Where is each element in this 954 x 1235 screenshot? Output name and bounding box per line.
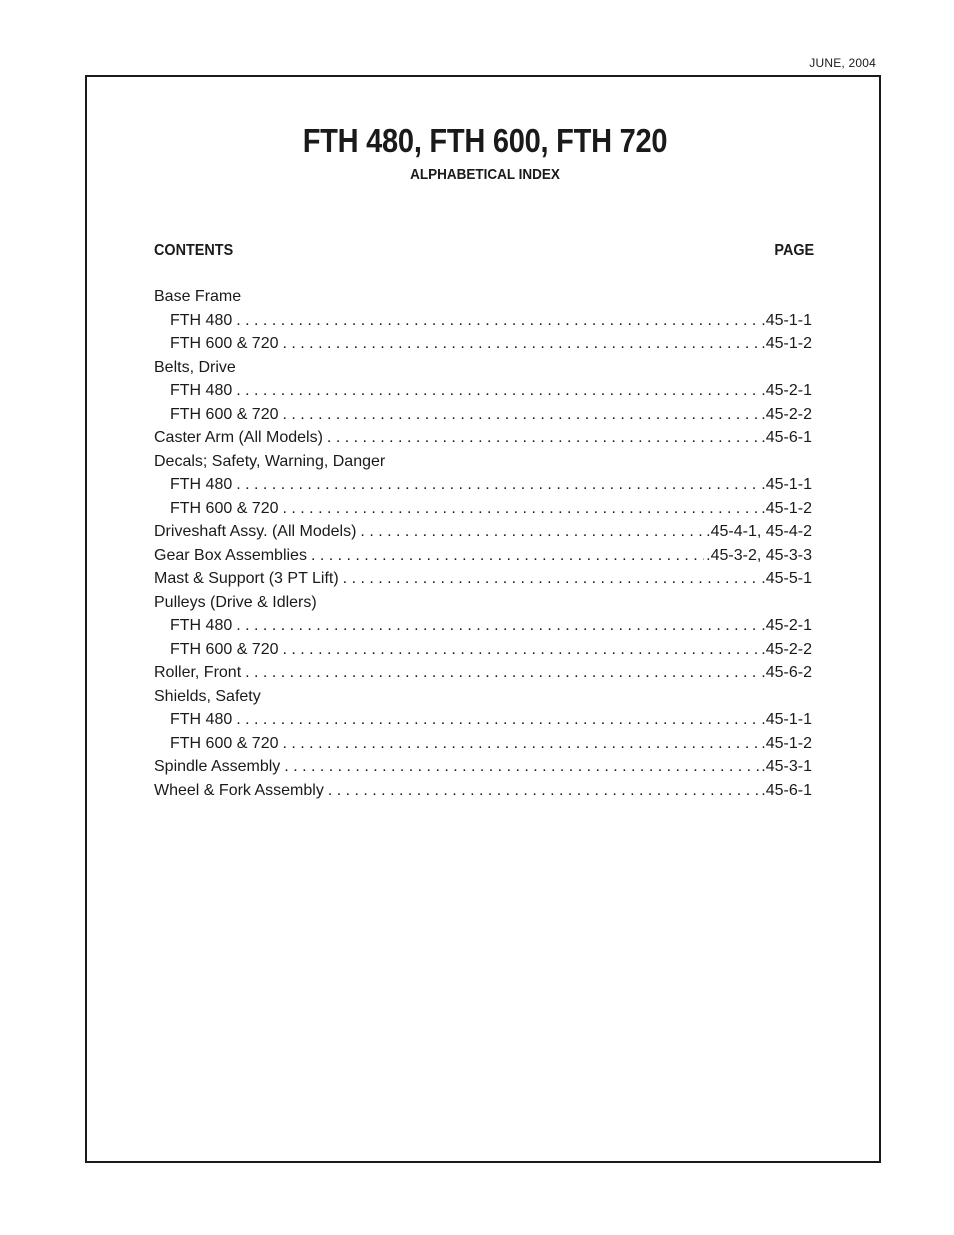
dot-leader [283,732,760,756]
dot-leader [236,614,759,638]
index-entry [154,614,812,638]
index-entry-page: .45-3-1 [761,758,812,775]
index-entry-page: .45-5-1 [761,570,812,587]
dot-leader [236,379,759,403]
index-entry [154,638,812,662]
index-entry-label: Roller, Front [154,661,245,685]
index-entry [154,497,812,521]
index-group-heading [154,356,812,380]
index-entry-label: Decals; Safety, Warning, Danger [154,450,389,474]
dot-leader [245,661,759,685]
index-entry [154,779,812,803]
index-entry-label: FTH 480 [154,379,236,403]
index-entry-label: Base Frame [154,285,245,309]
index-entry-page: .45-1-2 [761,335,812,352]
dot-leader [283,332,760,356]
index-entry [154,309,812,333]
index-entry-label: Wheel & Fork Assembly [154,779,328,803]
document-date: JUNE, 2004 [809,56,876,70]
dot-leader [328,779,759,803]
dot-leader [327,426,759,450]
contents-column-heading: CONTENTS [154,242,234,259]
index-entry-label: Gear Box Assemblies [154,544,311,568]
index-group-heading [154,285,812,309]
dot-leader [311,544,704,568]
index-entry-label: FTH 480 [154,473,236,497]
dot-leader [283,403,760,427]
index-entry-label: Driveshaft Assy. (All Models) [154,520,360,544]
index-entry-page: .45-3-2, 45-3-3 [706,546,812,564]
index-entry [154,661,812,685]
index-entry [154,567,812,591]
index-entry-page: .45-1-1 [761,311,812,329]
index-entry [154,755,812,779]
dot-leader [360,520,704,544]
index-entry-label: FTH 600 & 720 [154,497,283,521]
index-entry-page: .45-2-2 [761,640,812,658]
index-entry-label: Shields, Safety [154,685,265,709]
index-entry-page: .45-6-1 [761,781,812,799]
index-entry-label: FTH 600 & 720 [154,332,283,356]
index-entry-page: .45-4-1, 45-4-2 [706,523,812,540]
dot-leader [284,755,759,779]
dot-leader [236,309,759,333]
index-entry [154,426,812,450]
index-entry-page: .45-1-2 [761,734,812,752]
index-entry-label: FTH 600 & 720 [154,638,283,662]
index-entry-page: .45-2-2 [761,405,812,423]
index-entry-label: Spindle Assembly [154,755,284,779]
index-group-heading [154,450,812,474]
index-entry [154,732,812,756]
index-entry [154,708,812,732]
index-entry-label: FTH 480 [154,309,236,333]
index-entry-label: FTH 600 & 720 [154,403,283,427]
index-entry [154,379,812,403]
alphabetical-index-list [154,285,812,802]
index-entry-page: .45-1-2 [761,499,812,517]
index-entry-page: .45-6-2 [761,664,812,681]
dot-leader [283,638,760,662]
index-group-heading [154,685,812,709]
index-entry [154,403,812,427]
page-subtitle: ALPHABETICAL INDEX [410,166,560,183]
index-entry [154,544,812,568]
dot-leader [236,708,759,732]
index-entry-label: Mast & Support (3 PT Lift) [154,567,343,591]
index-entry-page: .45-6-1 [761,429,812,446]
index-entry [154,332,812,356]
index-group-heading [154,591,812,615]
index-entry-label: Belts, Drive [154,356,240,380]
page-column-heading: PAGE [774,242,814,259]
index-entry-page: .45-1-1 [761,711,812,728]
index-entry-label: Pulleys (Drive & Idlers) [154,591,321,615]
index-entry-label: FTH 480 [154,614,236,638]
index-entry [154,473,812,497]
index-entry-label: Caster Arm (All Models) [154,426,327,450]
index-entry-label: FTH 600 & 720 [154,732,283,756]
dot-leader [343,567,760,591]
index-entry-page: .45-2-1 [761,382,812,399]
index-entry-page: .45-1-1 [761,476,812,493]
dot-leader [236,473,759,497]
index-entry-page: .45-2-1 [761,617,812,634]
index-entry-label: FTH 480 [154,708,236,732]
page-title: FTH 480, FTH 600, FTH 720 [302,122,668,159]
index-entry [154,520,812,544]
dot-leader [283,497,760,521]
